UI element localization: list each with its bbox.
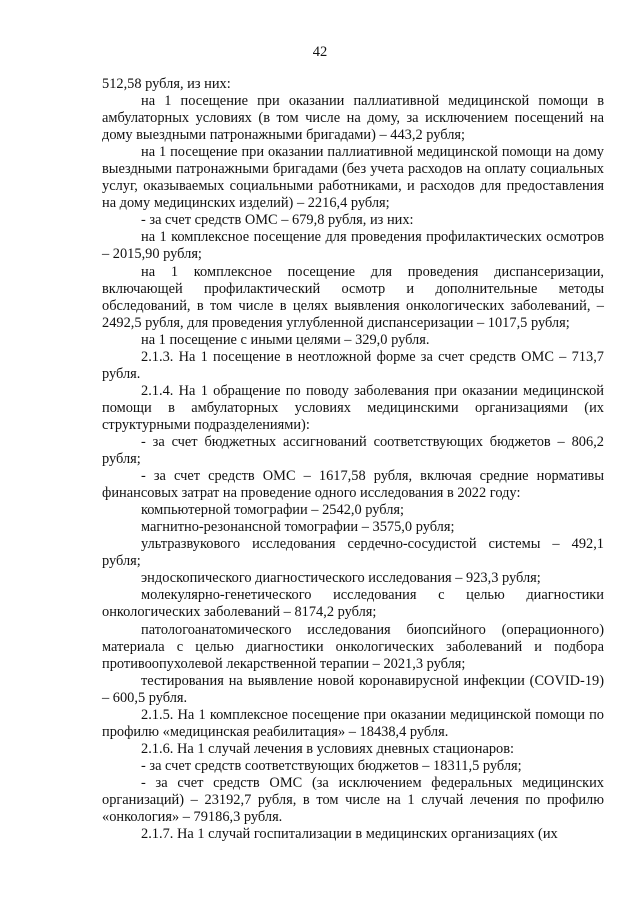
document-body	[102, 76, 604, 843]
paragraph: эндоскопического диагностического исследования – 923,3 рубля;	[141, 570, 541, 587]
paragraph: ультразвукового исследования сердечно-сосудистой системы – 492,1 рубля;	[102, 536, 604, 570]
paragraph: - за счет бюджетных ассигнований соответствующих бюджетов – 806,2 рубля;	[102, 433, 604, 468]
paragraph: - за счет средств ОМС – 1617,58 рубля, включая средние нормативы финансовых затрат на проведение одного исследования в 2022 году:	[102, 468, 604, 502]
paragraph: на 1 посещение с иными целями – 329,0 рубля.	[141, 331, 430, 348]
paragraph: компьютерной томографии – 2542,0 рубля;	[141, 502, 405, 519]
paragraph: магнитно-резонансной томографии – 3575,0 рубля;	[141, 519, 455, 536]
page-number: 42	[312, 44, 328, 60]
paragraph: 2.1.4. На 1 обращение по поводу заболевания при оказании медицинской помощи в амбулаторных условиях медицинскими организациями (их структурными подразделениями):	[102, 382, 604, 433]
paragraph: 2.1.7. На 1 случай госпитализации в медицинских организациях (их	[141, 826, 558, 843]
paragraph: 2.1.5. На 1 комплексное посещение при оказании медицинской помощи по профилю «медицинская реабилитация» – 18438,4 рубля.	[102, 706, 604, 740]
paragraph: - за счет средств ОМС – 679,8 рубля, из них:	[141, 212, 414, 229]
paragraph: 512,58 рубля, из них:	[102, 76, 231, 92]
paragraph: 2.1.6. На 1 случай лечения в условиях дневных стационаров:	[141, 740, 515, 757]
paragraph: тестирования на выявление новой коронавирусной инфекции (COVID-19) – 600,5 рубля.	[102, 672, 604, 706]
paragraph: 2.1.3. На 1 посещение в неотложной форме за счет средств ОМС – 713,7 рубля.	[102, 348, 604, 382]
paragraph: патологоанатомического исследования биопсийного (операционного) материала с целью диагностики онкологических заболеваний и подбора противоопухолевой лекарственной терапии – 2021,3 рубля;	[102, 621, 604, 672]
paragraph: на 1 посещение при оказании паллиативной медицинской помощи в амбулаторных условиях (в том числе на дому, за исключением посещений на дому выездными патронажными бригадами) – 443,2 рубля;	[102, 93, 604, 144]
paragraph: молекулярно-генетического исследования с целью диагностики онкологических заболеваний – 8174,2 рубля;	[102, 587, 604, 621]
paragraph: - за счет средств соответствующих бюджетов – 18311,5 рубля;	[141, 757, 522, 774]
paragraph: - за счет средств ОМС (за исключением федеральных медицинских организаций) – 23192,7 рубля, в том числе на 1 случай лечения по профилю «онкология» – 79186,3 рубля.	[102, 774, 604, 826]
paragraph: на 1 комплексное посещение для проведения диспансеризации, включающей профилактический осмотр и дополнительные методы обследований, в том числе в целях выявления онкологических заболеваний, – 2492,5 рубля, для проведения углубленной диспансеризации – 1017,5 рубля;	[102, 263, 604, 331]
paragraph: на 1 посещение при оказании паллиативной медицинской помощи на дому выездными патронажными бригадами (без учета расходов на оплату социальных услуг, оказываемых социальными работниками, и расходов для предоставления на дому медицинских изделий) – 2216,4 рубля;	[102, 144, 604, 212]
paragraph: на 1 комплексное посещение для проведения профилактических осмотров – 2015,90 рубля;	[102, 229, 604, 263]
